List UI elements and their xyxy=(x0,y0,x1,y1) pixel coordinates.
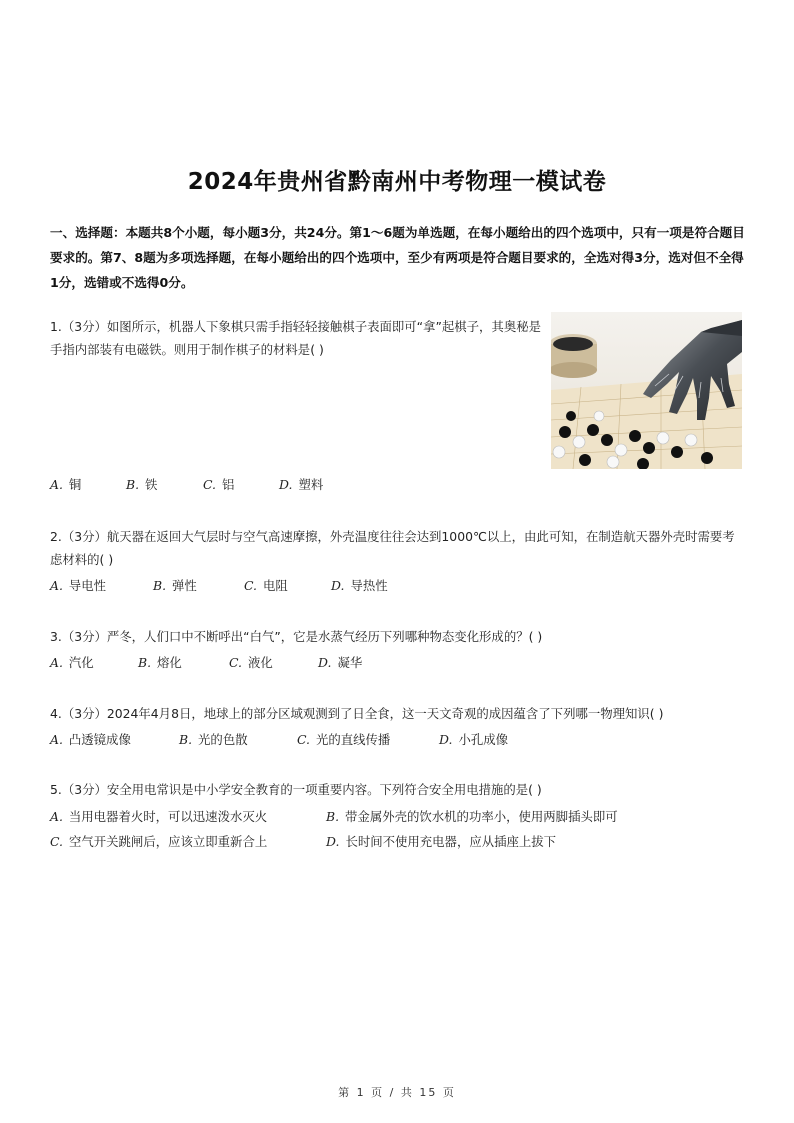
question-1-options xyxy=(50,473,323,496)
robot-chess-image xyxy=(551,312,742,469)
question-3-stem: 3.（3分）严冬，人们口中不断呼出“白气”，它是水蒸气经历下列哪种物态变化形成的？( ) xyxy=(50,629,543,644)
question-5-options-row-2 xyxy=(50,830,556,853)
q5-option-c[interactable]: C. 空气开关跳闸后，应该立即重新合上 xyxy=(50,834,268,849)
q3-option-b[interactable]: B. 熔化 xyxy=(138,655,182,670)
q2-option-b[interactable]: B. 弹性 xyxy=(153,578,197,593)
q3-option-a[interactable]: A. 汽化 xyxy=(50,655,94,670)
q4-option-d[interactable]: D. 小孔成像 xyxy=(439,732,508,747)
q2-option-d[interactable]: D. 导热性 xyxy=(331,578,388,593)
question-4-options xyxy=(50,728,508,751)
question-2-stem: 2.（3分）航天器在返回大气层时与空气高速摩擦，外壳温度往往会达到1000℃以上，由此可知，在制造航天器外壳时需要考虑材料的( ) xyxy=(50,529,735,567)
page-title: 2024年贵州省黔南州中考物理一模试卷 xyxy=(187,169,607,195)
question-5-stem: 5.（3分）安全用电常识是中小学安全教育的一项重要内容。下列符合安全用电措施的是( ) xyxy=(50,782,542,797)
question-2-options xyxy=(50,574,388,597)
q1-option-c[interactable]: C. 铝 xyxy=(203,477,235,492)
q4-option-b[interactable]: B. 光的色散 xyxy=(179,732,248,747)
question-5-options-row-1 xyxy=(50,805,618,828)
question-1-stem: 1.（3分）如图所示，机器人下象棋只需手指轻轻接触棋子表面即可“拿”起棋子，其奥秘是手指内部装有电磁铁。则用于制作棋子的材料是( ) xyxy=(50,319,541,357)
q1-option-a[interactable]: A. 铜 xyxy=(50,477,82,492)
q5-option-a[interactable]: A. 当用电器着火时，可以迅速泼水灭火 xyxy=(50,809,268,824)
q1-option-b[interactable]: B. 铁 xyxy=(126,477,158,492)
q3-option-c[interactable]: C. 液化 xyxy=(229,655,273,670)
page-footer: 第 1 页 / 共 15 页 xyxy=(338,1086,456,1099)
question-4-stem: 4.（3分）2024年4月8日，地球上的部分区域观测到了日全食，这一天文奇观的成因蕴含了下列哪一物理知识( ) xyxy=(50,706,664,721)
q5-option-d[interactable]: D. 长时间不使用充电器，应从插座上拔下 xyxy=(326,834,557,849)
q2-option-c[interactable]: C. 电阻 xyxy=(244,578,288,593)
q3-option-d[interactable]: D. 凝华 xyxy=(318,655,363,670)
section-instructions: 一、选择题：本题共8个小题，每小题3分，共24分。第1～6题为单选题，在每小题给出的四个选项中，只有一项是符合题目要求的。第7、8题为多项选择题，在每小题给出的四个选项中，至少有两项是符合题目要求的，全选对得3分，选对但不全得1分，选错或不选得0分。 xyxy=(50,225,745,290)
question-3-options xyxy=(50,651,362,674)
q4-option-a[interactable]: A. 凸透镜成像 xyxy=(50,732,131,747)
q1-option-d[interactable]: D. 塑料 xyxy=(279,477,324,492)
q5-option-b[interactable]: B. 带金属外壳的饮水机的功率小，使用两脚插头即可 xyxy=(326,809,618,824)
q4-option-c[interactable]: C. 光的直线传播 xyxy=(297,732,391,747)
q2-option-a[interactable]: A. 导电性 xyxy=(50,578,107,593)
